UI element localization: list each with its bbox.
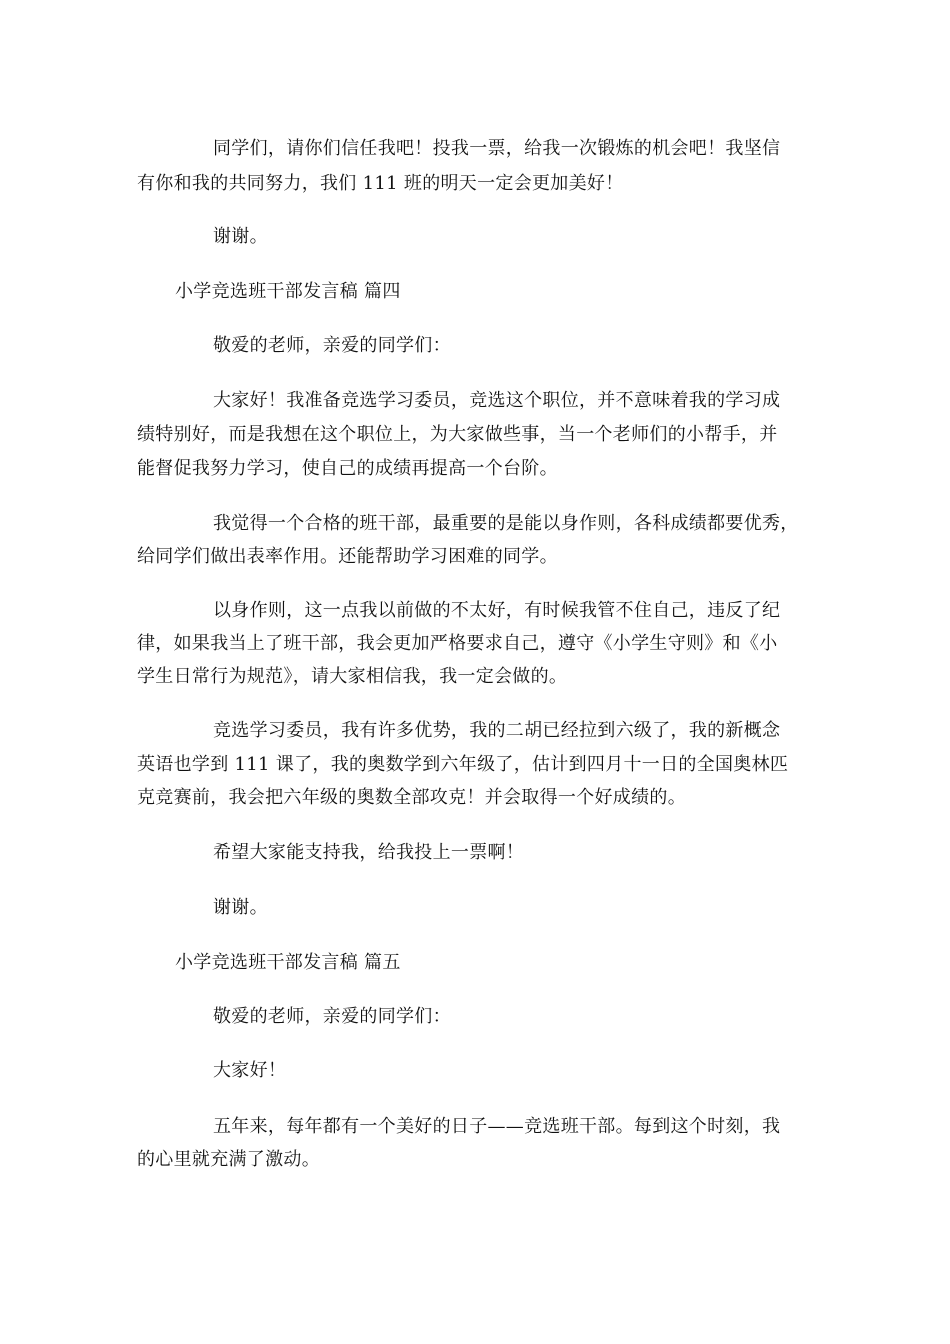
paragraph-line: 有你和我的共同努力，我们 111 班的明天一定会更加美好！	[137, 173, 624, 194]
paragraph-line: 同学们，请你们信任我吧！投我一票，给我一次锻炼的机会吧！我坚信	[213, 138, 781, 159]
paragraph-line: 学生日常行为规范》，请大家相信我，我一定会做的。	[137, 666, 568, 687]
paragraph-line: 敬爱的老师，亲爱的同学们：	[213, 1006, 451, 1027]
paragraph-line: 希望大家能支持我，给我投上一票啊！	[213, 842, 525, 863]
paragraph-line: 大家好！我准备竞选学习委员，竞选这个职位，并不意味着我的学习成	[213, 390, 781, 411]
paragraph-line: 五年来，每年都有一个美好的日子——竞选班干部。每到这个时刻，我	[213, 1116, 781, 1137]
section-heading: 小学竞选班干部发言稿 篇四	[175, 281, 401, 302]
paragraph-line: 谢谢。	[213, 226, 268, 247]
paragraph-line: 绩特别好，而是我想在这个职位上，为大家做些事，当一个老师们的小帮手，并	[137, 424, 778, 445]
paragraph-line: 的心里就充满了激动。	[137, 1149, 320, 1170]
paragraph-line: 给同学们做出表率作用。还能帮助学习困难的同学。	[137, 546, 558, 567]
paragraph-line: 竞选学习委员，我有许多优势，我的二胡已经拉到六级了，我的新概念	[213, 720, 781, 741]
paragraph-line: 能督促我努力学习，使自己的成绩再提高一个台阶。	[137, 458, 558, 479]
paragraph-line: 律，如果我当上了班干部，我会更加严格要求自己，遵守《小学生守则》和《小	[137, 633, 778, 654]
paragraph-line: 英语也学到 111 课了，我的奥数学到六年级了，估计到四月十一日的全国奥林匹	[137, 754, 789, 775]
paragraph-line: 克竞赛前，我会把六年级的奥数全部攻克！并会取得一个好成绩的。	[137, 787, 686, 808]
section-heading: 小学竞选班干部发言稿 篇五	[175, 952, 401, 973]
paragraph-line: 敬爱的老师，亲爱的同学们：	[213, 335, 451, 356]
paragraph-line: 我觉得一个合格的班干部，最重要的是能以身作则，各科成绩都要优秀，	[213, 513, 799, 534]
paragraph-line: 大家好！	[213, 1060, 287, 1081]
paragraph-line: 谢谢。	[213, 897, 268, 918]
paragraph-line: 以身作则，这一点我以前做的不太好，有时候我管不住自己，违反了纪	[213, 600, 781, 621]
